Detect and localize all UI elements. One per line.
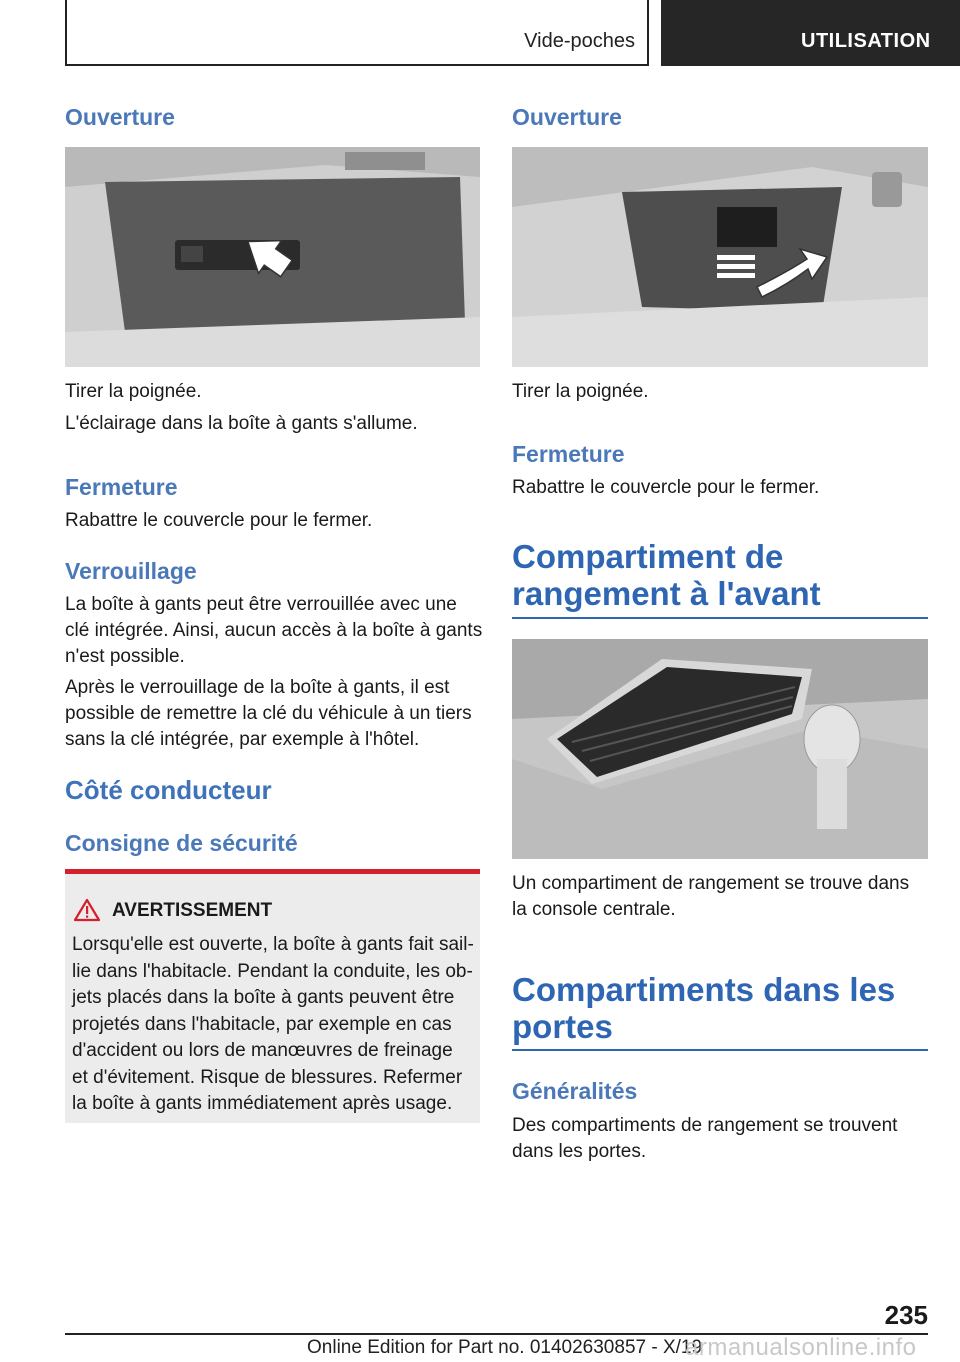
- heading-closing-left: Fermeture: [65, 474, 178, 500]
- heading-closing-right: Fermeture: [512, 441, 625, 467]
- text-front-compartment-line1: Un compartiment de rangement se trouve dans: [512, 873, 910, 894]
- text-closing-right: Rabattre le couvercle pour le fermer.: [512, 477, 820, 498]
- warning-line: projetés dans l'habitacle, par exemple en cas: [72, 1013, 452, 1035]
- warning-triangle-icon: [73, 898, 101, 927]
- warning-text: [72, 932, 476, 1118]
- text-general-line2: dans les portes.: [512, 1141, 647, 1162]
- heading-general: Généralités: [512, 1078, 638, 1104]
- warning-line: d'accident ou lors de manœuvres de freinage: [72, 1040, 453, 1061]
- heading-opening-left: Ouverture: [65, 104, 175, 130]
- heading-doors-line1: Compartiments dans les: [512, 971, 896, 1008]
- text-locking-1-line3: n'est possible.: [65, 646, 185, 667]
- text-front-compartment-line2: la console centrale.: [512, 899, 676, 920]
- header-chapter-label: UTILISATION: [801, 30, 931, 52]
- text-general-line1: Des compartiments de rangement se trouvent: [512, 1115, 898, 1136]
- text-locking-1-line1: La boîte à gants peut être verrouillée avec une: [65, 594, 457, 615]
- text-locking-2-line2: possible de remettre la clé du véhicule à un tiers: [65, 703, 472, 724]
- header-section-label: Vide-poches: [524, 30, 635, 52]
- warning-title: AVERTISSEMENT: [112, 900, 273, 921]
- glovebox-passenger-photo: [65, 147, 480, 367]
- warning-line: Lorsqu'elle est ouverte, la boîte à gants fait sail-: [72, 934, 474, 955]
- heading-opening-right: Ouverture: [512, 104, 622, 130]
- section-rule-front: [512, 617, 928, 619]
- heading-driver-side: Côté conducteur: [65, 775, 272, 805]
- heading-safety: Consigne de sécurité: [65, 830, 298, 856]
- text-pull-handle-left: Tirer la poignée.: [65, 381, 202, 402]
- warning-line: la boîte à gants immédiatement après usage.: [72, 1093, 453, 1114]
- text-locking-1-line2: clé intégrée. Ainsi, aucun accès à la boîte à gants: [65, 620, 483, 641]
- warning-line: et d'évitement. Risque de blessures. Refermer: [72, 1066, 463, 1088]
- warning-line: lie dans l'habitacle. Pendant la conduite, les ob-: [72, 960, 473, 982]
- center-console-photo: [512, 639, 928, 859]
- header-section-title: [0, 0, 635, 66]
- heading-doors-line2: portes: [512, 1008, 613, 1045]
- glovebox-driver-photo: [512, 147, 928, 367]
- heading-front-line2: rangement à l'avant: [512, 575, 821, 612]
- text-locking-2-line3: sans la clé intégrée, par exemple à l'hôtel.: [65, 729, 420, 750]
- heading-door-compartments: [512, 971, 895, 1045]
- heading-locking: Verrouillage: [65, 558, 197, 584]
- text-closing-left: Rabattre le couvercle pour le fermer.: [65, 510, 373, 531]
- heading-front-compartment: [512, 538, 821, 612]
- footer-edition: Online Edition for Part no. 01402630857 - X/19: [307, 1337, 703, 1358]
- warning-box: [65, 869, 480, 1123]
- text-light-on: L'éclairage dans la boîte à gants s'allume.: [65, 413, 418, 434]
- header-chapter-tab: [661, 0, 960, 66]
- section-rule-doors: [512, 1049, 928, 1051]
- heading-front-line1: Compartiment de: [512, 538, 784, 575]
- footer-watermark: armanualsonline.info: [685, 1334, 917, 1361]
- warning-line: jets placés dans la boîte à gants peuvent être: [72, 987, 455, 1008]
- text-locking-2-line1: Après le verrouillage de la boîte à gants, il est: [65, 677, 450, 698]
- page-number: 235: [884, 1300, 928, 1330]
- text-pull-handle-right: Tirer la poignée.: [512, 381, 649, 402]
